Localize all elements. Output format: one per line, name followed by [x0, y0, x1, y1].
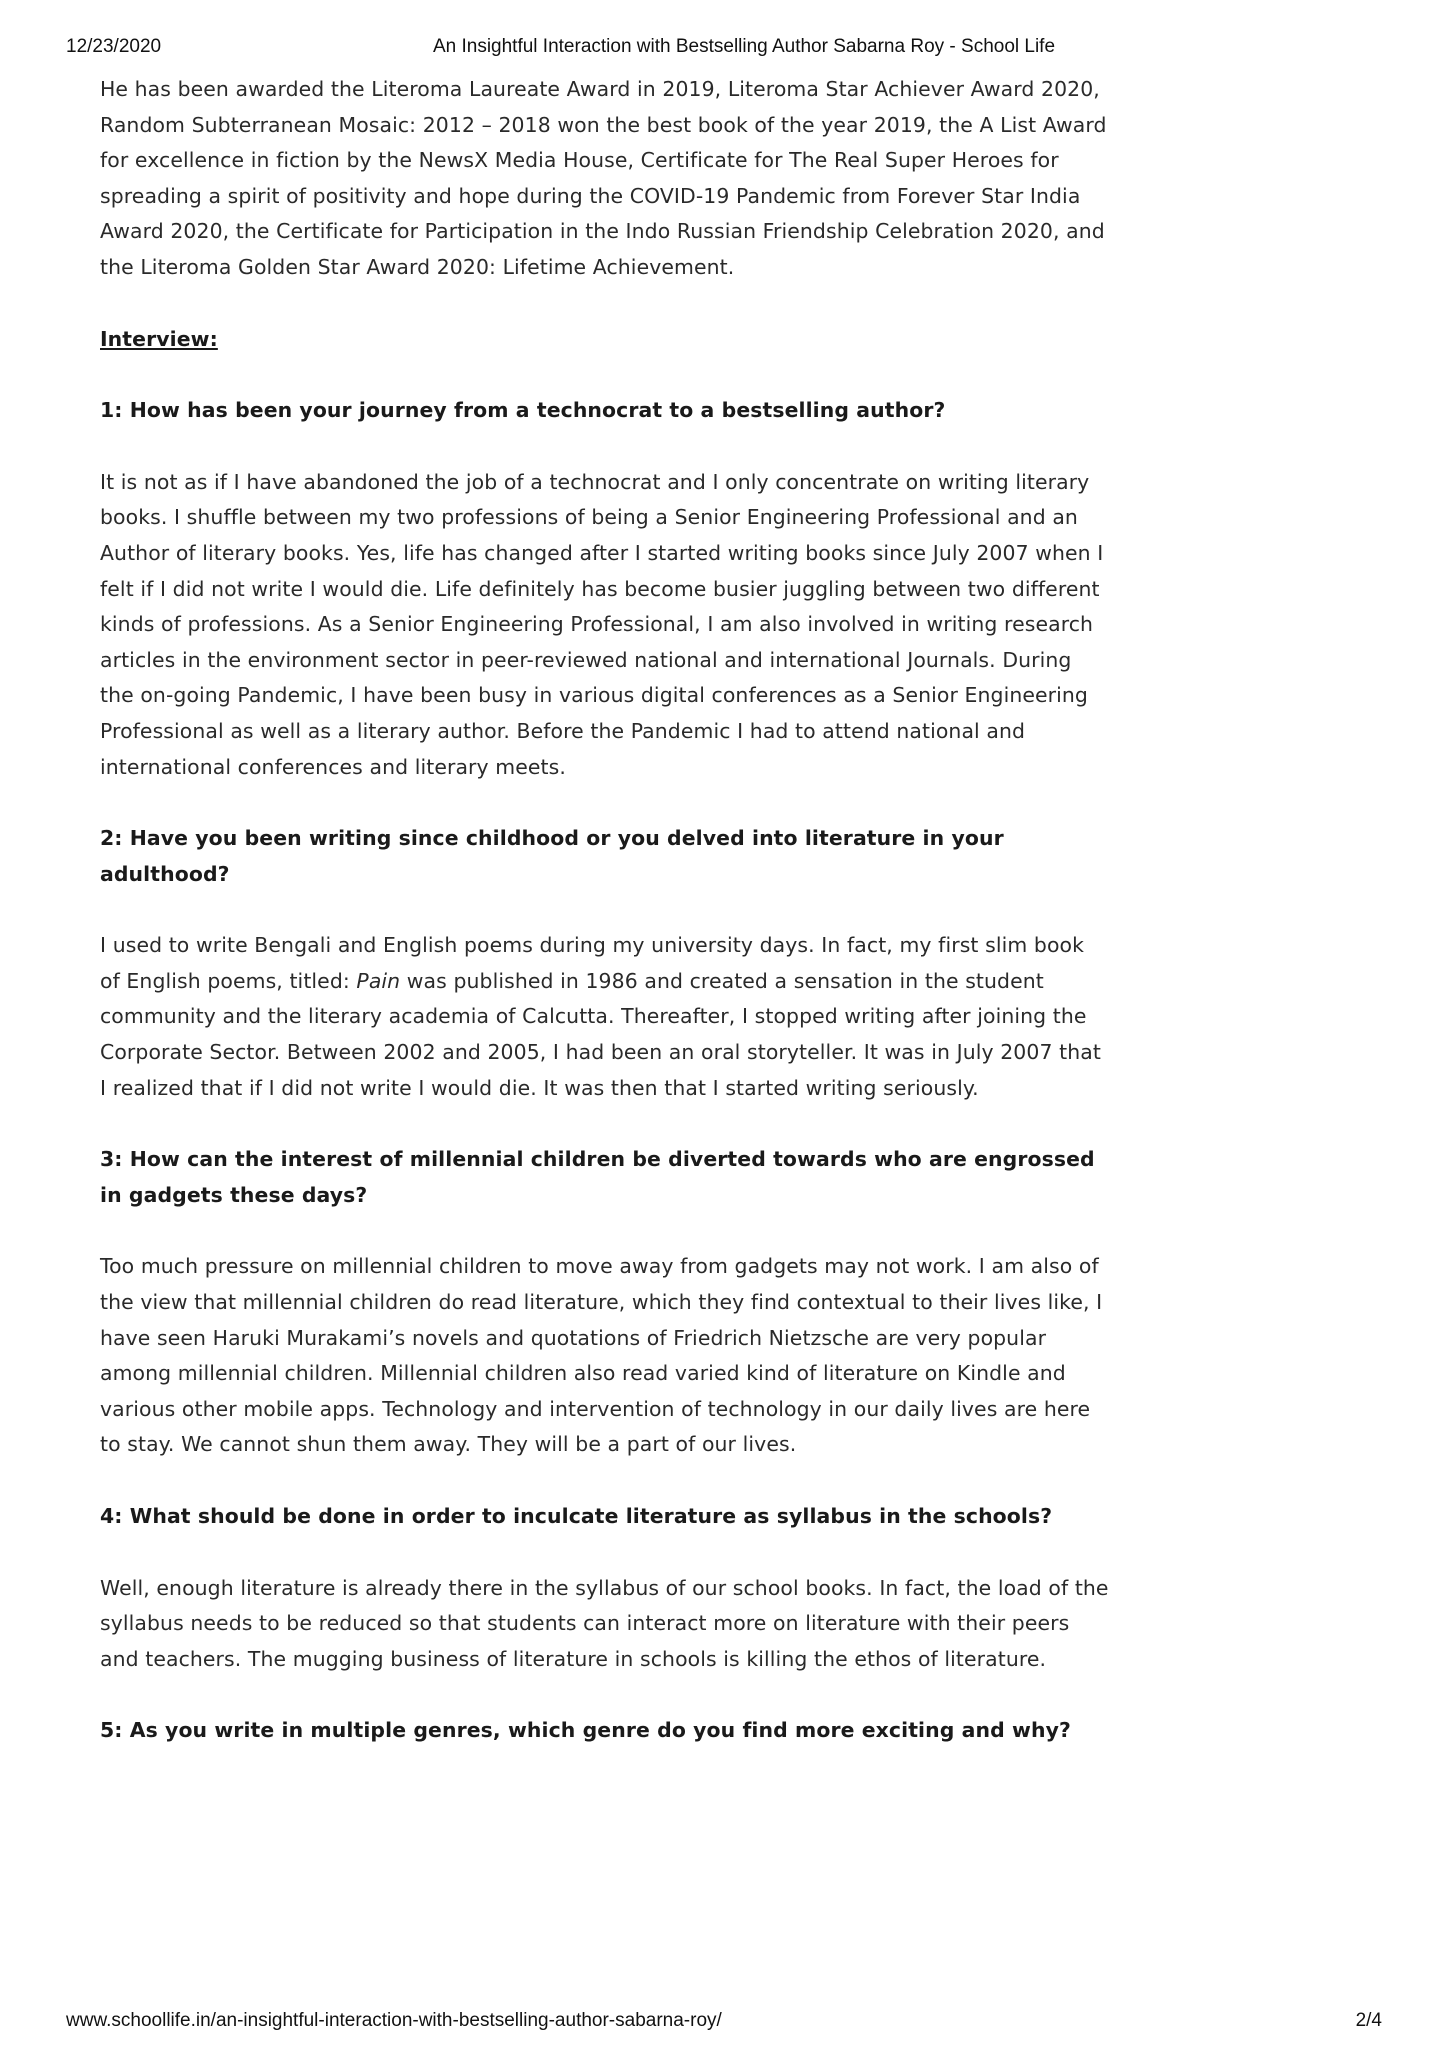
print-date: 12/23/2020: [66, 36, 162, 57]
book-title: Pain: [356, 968, 401, 993]
question-2: 2: Have you been writing since childhood or you delved into literature in your adulthood?: [100, 826, 1004, 886]
answer-2-text-end: was published in 1986 and created a sensation in the student community and the literary academia of Calcutta. Thereafter, I stopped writing after joining the Corporate Sector. Between 2002 and 2005, I had been an oral storyteller. It was in July 2007 that I realized that if I did not write I would die. It was then that I started writing seriously.: [100, 968, 1101, 1100]
answer-1: It is not as if I have abandoned the job of a technocrat and I only concentrate on writing literary books. I shuffle between my two professions of being a Senior Engineering Professional and an Author of literary books. Yes, life has changed after I started writing books since July 2007 when I felt if I did not write I would die. Life definitely has become busier juggling between two different kinds of professions. As a Senior Engineering Professional, I am also involved in writing research articles in the environment sector in peer-reviewed national and international Journals. During the on-going Pandemic, I have been busy in various digital conferences as a Senior Engineering Professional as well as a literary author. Before the Pandemic I had to attend national and international conferences and literary meets.: [100, 469, 1104, 779]
answer-2-text-start: I used to write Bengali and English poems during my university days. In fact, my first slim book of English poems, titled:: [100, 933, 1085, 993]
answer-3: Too much pressure on millennial children to move away from gadgets may not work. I am also of the view that millennial children do read literature, which they find contextual to their lives like, I have seen Haruki Murakami’s novels and quotations of Friedrich Nietzsche are very popular among millennial children. Millennial children also read varied kind of literature on Kindle and various other mobile apps. Technology and intervention of technology in our daily lives are here to stay. We cannot shun them away. They will be a part of our lives.: [100, 1254, 1103, 1457]
question-1: 1: How has been your journey from a technocrat to a bestselling author?: [100, 398, 946, 423]
question-4: 4: What should be done in order to inculcate literature as syllabus in the schools?: [100, 1504, 1053, 1528]
interview-heading: Interview:: [100, 326, 218, 351]
awards-paragraph: He has been awarded the Literoma Laureate Award in 2019, Literoma Star Achiever Award 2020, Random Subterranean Mosaic: 2012 – 2018 won the best book of the year 2019, the A List Award for excellence in fiction by the NewsX Media House, Certificate for The Real Super Heroes for spreading a spirit of positivity and hope during the COVID-19 Pandemic from Forever Star India Award 2020, the Certificate for Participation in the Indo Russian Friendship Celebration 2020, and the Literoma Golden Star Award 2020: Lifetime Achievement.: [100, 77, 1107, 279]
question-5: 5: As you write in multiple genres, which genre do you find more exciting and why?: [100, 1718, 1071, 1743]
page-number: 2/4: [1355, 2010, 1382, 2031]
print-footer: [66, 2010, 1382, 2034]
question-3: 3: How can the interest of millennial children be diverted towards who are engrossed in gadgets these days?: [100, 1147, 1095, 1207]
page-title: An Insightful Interaction with Bestselling Author Sabarna Roy - School Life: [432, 36, 1056, 57]
answer-2: [100, 928, 1110, 1106]
print-header: [66, 36, 1382, 60]
answer-4: Well, enough literature is already there in the syllabus of our school books. In fact, the load of the syllabus needs to be reduced so that students can interact more on literature with their peers and teachers. The mugging business of literature in schools is killing the ethos of literature.: [100, 1575, 1109, 1671]
page-url: www.schoollife.in/an-insightful-interaction-with-bestselling-author-sabarna-roy/: [66, 2010, 722, 2031]
article-body: [100, 72, 1110, 1785]
